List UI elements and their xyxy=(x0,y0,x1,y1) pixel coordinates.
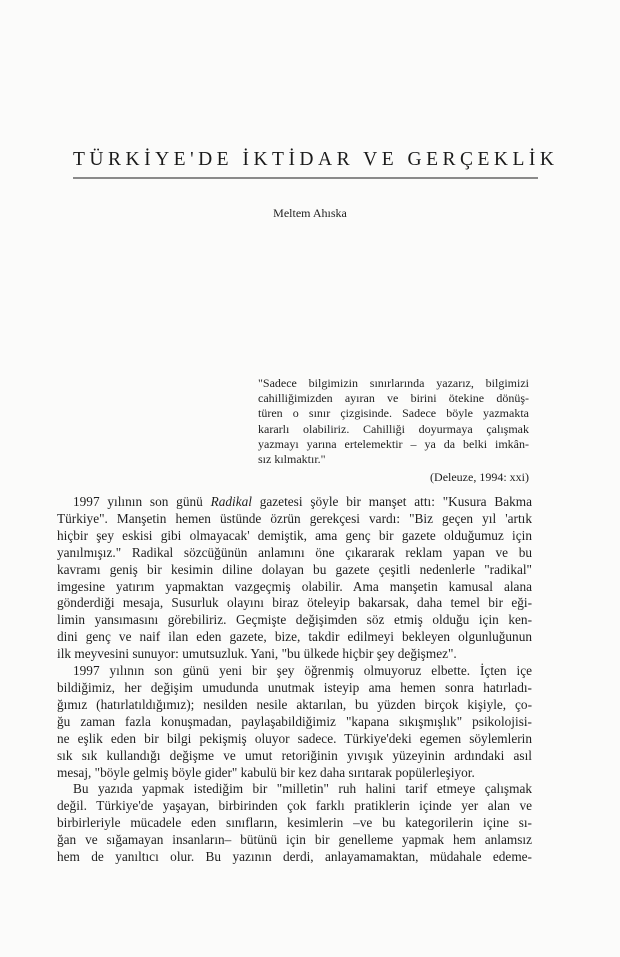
body-line: gönderdiği mesaja, Susurluk olayını biraz öteleyip bakarsak, daha temel bir eği- xyxy=(57,595,532,611)
epigraph-line: "Sadece bilgimizin sınırlarında yazarız, bilgimizi xyxy=(258,376,529,390)
epigraph-line: yazmayı yarına ertelemektir – ya da belki imkân- xyxy=(258,436,529,451)
epigraph-line: kararlı olabiliriz. Cahilliği doyurmaya çalışmak xyxy=(258,421,529,436)
newspaper-name: Radikal xyxy=(210,494,252,509)
body-line: mesaj, "böyle gelmiş böyle gider" kabulü bir kez daha sırıtarak popülerleşiyor. xyxy=(57,764,475,780)
author-name: Meltem Ahıska xyxy=(273,206,347,220)
body-line: ne eşlik eden bir bilgi pekişmiş oluyor sadece. Türkiye'deki egemen söylemlerin xyxy=(57,730,532,746)
body-line: Bu yazıda yapmak istediğim bir "milletin" ruh halini tarif etmeye çalışmak xyxy=(73,781,532,797)
body-line: ğımız (hatırlatıldığımız); nesilden nesile aktarılan, bu yüzden birçok kişiyle, ço- xyxy=(57,696,532,712)
body-line: limin yansımasını görebiliriz. Geçmişte değişimden söz etmiş olduğu için ken- xyxy=(57,612,532,628)
body-line: sık sık kullandığı değişme ve umut retoriğinin yıvışık yüzeyinin ardındaki asıl xyxy=(57,747,532,763)
body-line: dini genç ve naif ilan eden gazete, bize, takdir edilmeyi bekleyen olgunluğunun xyxy=(57,629,532,645)
body-line: 1997 yılının son günü yeni bir şey öğrenmiş olmuyoruz elbette. İçten içe xyxy=(73,663,532,679)
epigraph-line: türen o sınır çizgisinde. Sadece böyle yazmakta xyxy=(258,406,529,421)
epigraph-quote xyxy=(258,376,529,467)
epigraph-line: sız kılmaktır." xyxy=(258,452,326,467)
title-rule xyxy=(73,177,538,179)
article-title: TÜRKİYE'DE İKTİDAR VE GERÇEKLİK xyxy=(73,149,559,170)
body-line: birbirleriyle mücadele eden sınıfların, kesimlerin –ve bu kategorilerin içine sı- xyxy=(57,815,532,831)
body-line: yanılmışız." Radikal sözcüğünün anlamını öne çıkararak reklam yapan ve bu xyxy=(57,544,532,560)
body-line: ğu zaman fazla konuşmadan, paylaşabildiğimiz "kapana sıkışmışlık" psikolojisi- xyxy=(57,713,532,729)
epigraph-line: cahilliğimizden ayıran ve birini ötekine dönüş- xyxy=(258,391,529,406)
body-line: hiçbir şey eskisi gibi olmayacak' demiştik, ama genç bir gazete olduğumuz için xyxy=(57,527,532,543)
epigraph-citation: (Deleuze, 1994: xxi) xyxy=(430,470,529,484)
body-line: kavramı geniş bir kesimin diline dolayan bu gazete çeşitli nedenlerle "radikal" xyxy=(57,561,532,577)
body-line xyxy=(57,494,532,511)
body-text-run: 1997 yılının son günü xyxy=(73,494,211,509)
body-line: ğan ve sığamayan insanların– bütünü için bir genelleme yapmak hem anlamsız xyxy=(57,832,532,848)
body-line: bildiğimiz, her değişim umudunda unutmak isteyip ama hemen sonra hatırladı- xyxy=(57,679,532,695)
body-line: değil. Türkiye'de yaşayan, birbirinden çok farklı pratiklerin içinde yer alan ve xyxy=(57,798,532,814)
body-line: ilk meyvesini sunuyor: umutsuzluk. Yani, "bu ülkede hiçbir şey değişmez". xyxy=(57,646,457,662)
body-line: hem de yanıltıcı olur. Bu yazının derdi, anlayamamaktan, müdahale edeme- xyxy=(57,849,532,865)
body-line: Türkiye". Manşetin hemen üstünde özrün gerekçesi vardı: "Biz geçen yıl 'artık xyxy=(57,510,532,526)
body-text-run: gazetesi şöyle bir manşet attı: "Kusura Bakma xyxy=(251,494,533,509)
body-line: imgesine yatırım yapmaktan vazgeçmiş olabilir. Ama manşetin kamusal alana xyxy=(57,578,532,594)
article-body xyxy=(57,494,532,866)
